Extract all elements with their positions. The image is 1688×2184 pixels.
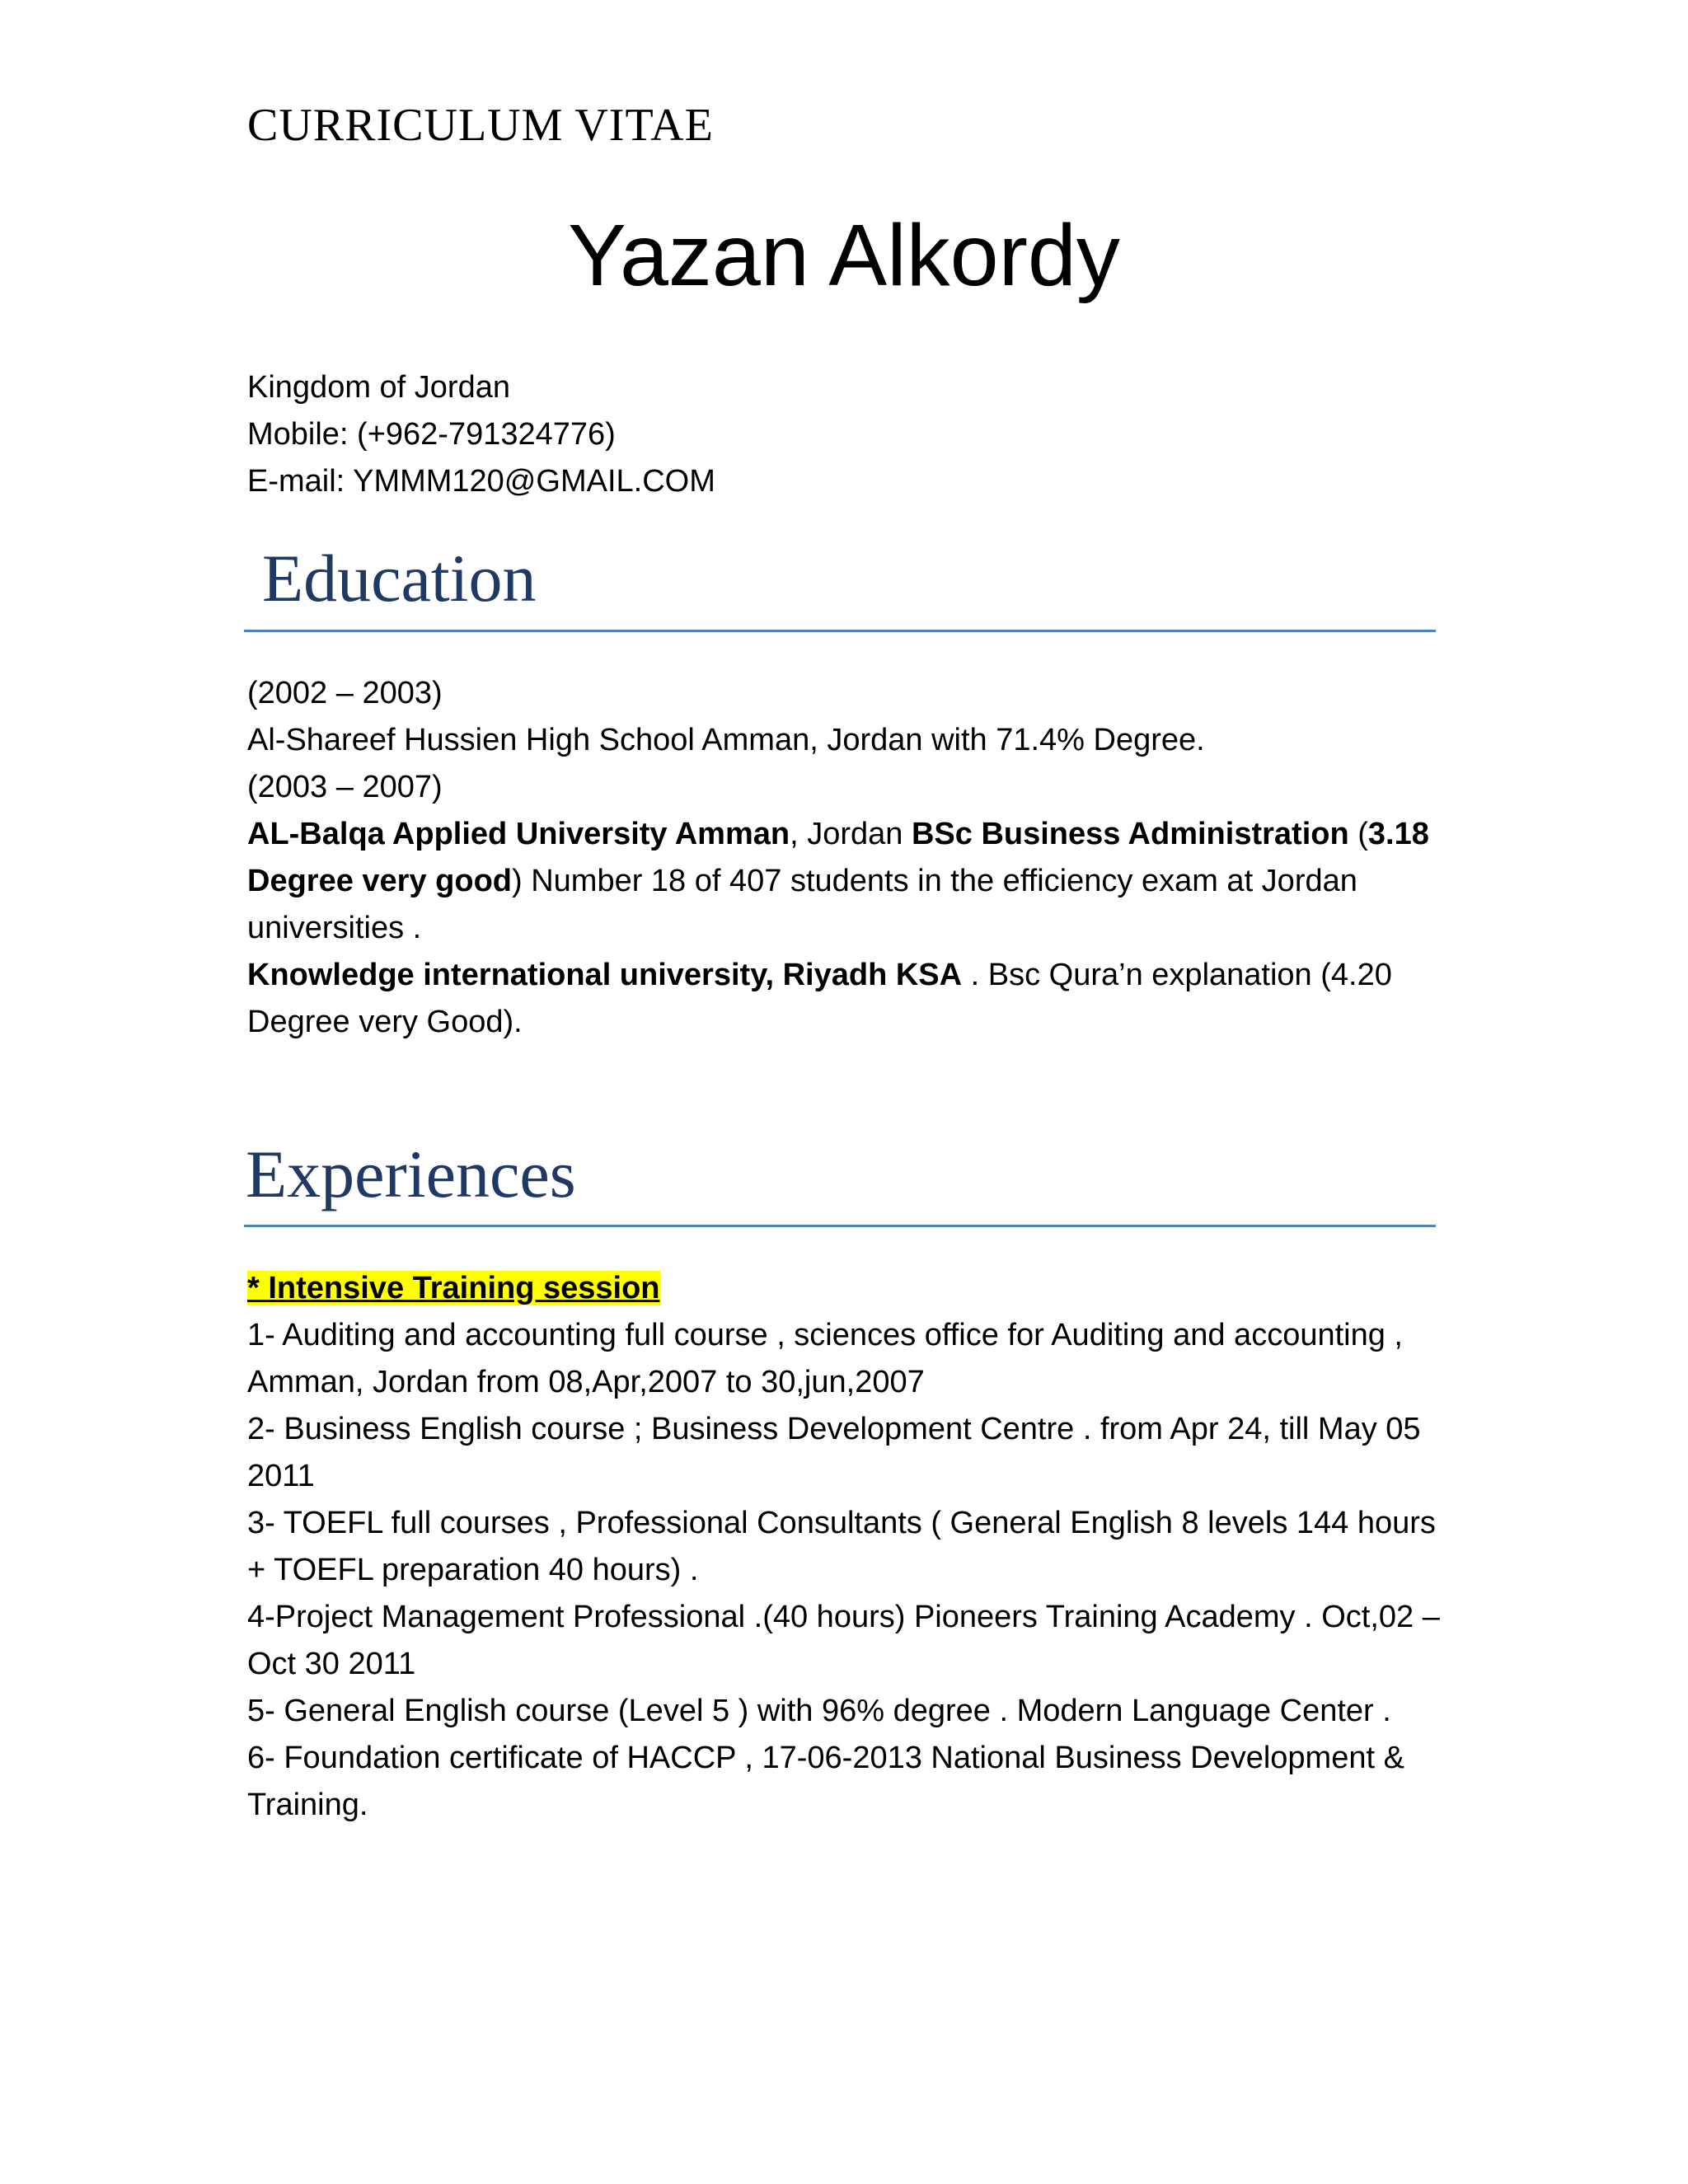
university-2-grade: 3.18 Degree very good (247, 817, 1429, 898)
education-title: Education (262, 541, 537, 616)
university-3-details: . Bsc Qura’n explanation (4.20 Degree very Good). (247, 958, 1392, 1039)
experience-item: 2- Business English course ; Business Development Centre . from Apr 24, till May 05 2011 (247, 1412, 1421, 1493)
experiences-subtitle (247, 1265, 1442, 1312)
training-session-label: * Intensive Training session (247, 1271, 660, 1305)
experiences-body (247, 1265, 1442, 1829)
education-divider (244, 630, 1436, 632)
experience-item: 6- Foundation certificate of HACCP , 17-06-2013 National Business Development & Training. (247, 1741, 1404, 1822)
experience-item: 4-Project Management Professional .(40 hours) Pioneers Training Academy . Oct,02 – Oct 30 2011 (247, 1600, 1440, 1681)
experience-item: 5- General English course (Level 5 ) with 96% degree . Modern Language Center . (247, 1694, 1391, 1728)
education-period-2: (2003 – 2007) (247, 770, 443, 804)
experiences-title: Experiences (246, 1137, 576, 1212)
university-2-name: AL-Balqa Applied University Amman (247, 817, 790, 851)
contact-mobile: Mobile: (+962-791324776) (247, 417, 616, 452)
education-university-2 (247, 811, 1442, 952)
experiences-divider (244, 1225, 1436, 1227)
university-2-location: , Jordan (790, 817, 912, 851)
document-heading: CURRICULUM VITAE (247, 100, 714, 151)
university-2-degree: BSc Business Administration (911, 817, 1349, 851)
contact-location: Kingdom of Jordan (247, 370, 510, 405)
university-2-details: ) Number 18 of 407 students in the efficiency exam at Jordan universities . (247, 864, 1357, 945)
education-body (247, 670, 1442, 1046)
education-university-3 (247, 952, 1442, 1046)
education-school-1: Al-Shareef Hussien High School Amman, Jordan with 71.4% Degree. (247, 723, 1205, 757)
university-3-name: Knowledge international university, Riyadh KSA (247, 958, 963, 992)
experience-item: 1- Auditing and accounting full course , sciences office for Auditing and accounting , Amman, Jordan from 08,Apr,2007 to 30,jun,2007 (247, 1318, 1403, 1399)
university-2-paren: ( (1348, 817, 1368, 851)
education-period-1: (2002 – 2003) (247, 676, 443, 710)
candidate-name: Yazan Alkordy (568, 207, 1120, 304)
contact-email: E-mail: YMMM120@GMAIL.COM (247, 464, 715, 499)
experience-item: 3- TOEFL full courses , Professional Consultants ( General English 8 levels 144 hours + TOEFL preparation 40 hours) . (247, 1506, 1436, 1587)
contact-block (247, 364, 715, 505)
